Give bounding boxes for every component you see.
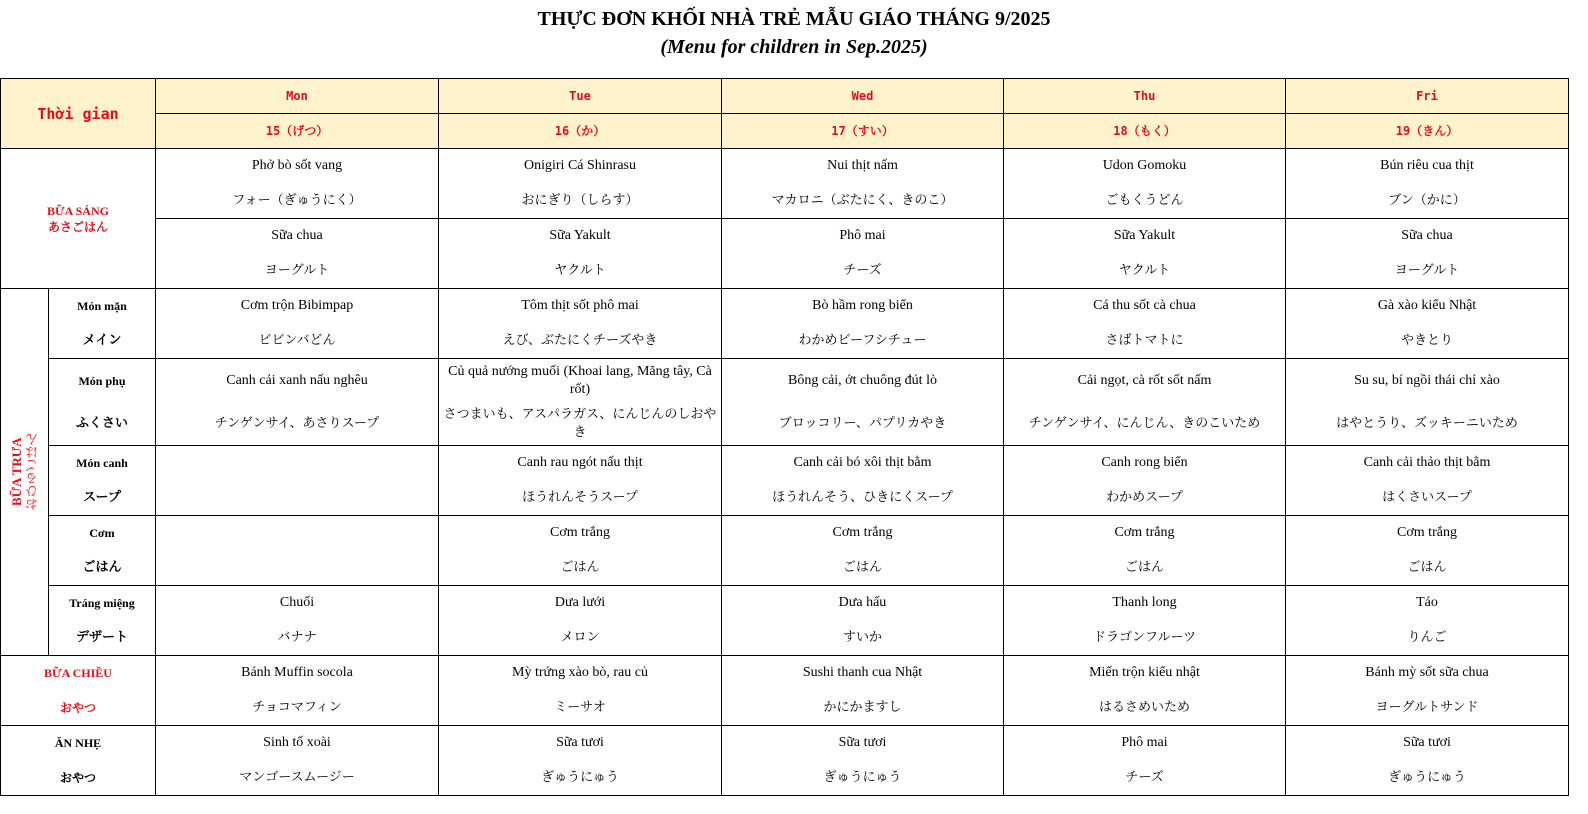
menu-cell xyxy=(1286,586,1569,656)
menu-cell xyxy=(156,359,439,446)
dish-jp: わかめビーフシチュー xyxy=(798,332,927,348)
dish-vn: Cơm trắng xyxy=(832,525,893,541)
dish-vn: Cá thu sốt cà chua xyxy=(1093,298,1196,314)
dish-jp: はるさめいため xyxy=(1098,699,1190,715)
dish-jp: えび、ぶたにくチーズやき xyxy=(502,332,658,348)
menu-cell xyxy=(1004,726,1286,796)
menu-cell xyxy=(722,446,1004,516)
menu-cell xyxy=(1004,656,1286,726)
date-header-tue: 16（か） xyxy=(439,114,722,149)
sub-label-vn: Món canh xyxy=(76,456,128,471)
dish-vn: Sữa tươi xyxy=(1403,735,1451,751)
dish-jp: マンゴースムージー xyxy=(239,769,355,785)
dish-vn: Cơm trắng xyxy=(1397,525,1457,541)
menu-cell xyxy=(722,516,1004,586)
sub-label-jp: ごはん xyxy=(82,559,122,575)
dish-jp: マカロニ（ぶたにく、きのこ） xyxy=(771,192,954,208)
dish-jp: チンゲンサイ、あさりスープ xyxy=(214,415,380,431)
dish-vn: Tôm thịt sốt phô mai xyxy=(521,298,639,314)
menu-cell xyxy=(1286,656,1569,726)
dish-vn: Miến trộn kiểu nhật xyxy=(1089,665,1200,681)
menu-cell xyxy=(156,656,439,726)
dish-vn: Sữa chua xyxy=(271,228,323,244)
lunch-label xyxy=(1,289,49,656)
lunch-sub-label xyxy=(49,359,156,446)
dish-vn: Canh rau ngót nấu thịt xyxy=(517,455,643,471)
dish-vn: Udon Gomoku xyxy=(1102,158,1187,174)
dish-jp: さばトマトに xyxy=(1105,332,1184,348)
dish-jp: かにかますし xyxy=(823,699,902,715)
lunch-sub-label xyxy=(49,586,156,656)
dish-jp: ヤクルト xyxy=(1118,262,1171,278)
snack-label-jp: おやつ xyxy=(59,770,96,785)
dish-jp: ぎゅうにゅう xyxy=(823,769,902,785)
dish-vn: Thanh long xyxy=(1112,595,1177,611)
dish-jp: チンゲンサイ、にんじん、きのこいため xyxy=(1028,415,1261,431)
menu-cell xyxy=(722,656,1004,726)
menu-cell xyxy=(1286,219,1569,289)
sub-label-jp: ふくさい xyxy=(75,415,128,431)
sub-label-jp: メイン xyxy=(82,332,122,348)
dish-jp: ヤクルト xyxy=(554,262,606,278)
snack-label xyxy=(1,726,156,796)
dish-vn: Bông cải, ớt chuông đút lò xyxy=(788,372,937,388)
dish-vn: Phô mai xyxy=(839,228,886,244)
snack-label-vn: ĂN NHẸ xyxy=(54,736,102,751)
menu-cell xyxy=(1286,516,1569,586)
menu-cell xyxy=(156,726,439,796)
lunch-row-dessert xyxy=(1,586,1569,656)
dish-vn: Bánh Muffin socola xyxy=(241,665,353,681)
dish-vn: Su su, bí ngồi thái chỉ xào xyxy=(1354,372,1500,388)
day-header-wed: Wed xyxy=(722,79,1004,114)
dish-vn: Bún riêu cua thịt xyxy=(1380,158,1474,174)
dish-vn: Bò hầm rong biển xyxy=(812,298,913,314)
menu-cell xyxy=(156,289,439,359)
dish-jp: ぎゅうにゅう xyxy=(1388,769,1466,785)
dish-jp: ヨーグルト xyxy=(264,262,330,278)
lunch-label-vn: BỮA TRƯA xyxy=(8,437,24,507)
lunch-sub-label xyxy=(49,516,156,586)
afternoon-row xyxy=(1,656,1569,726)
menu-cell xyxy=(156,149,439,219)
page-subtitle: (Menu for children in Sep.2025) xyxy=(660,36,928,58)
dish-jp: ヨーグルトサンド xyxy=(1375,699,1479,715)
menu-cell xyxy=(439,656,722,726)
dish-jp: ほうれんそうスープ xyxy=(522,489,638,505)
menu-cell xyxy=(439,149,722,219)
menu-cell xyxy=(156,219,439,289)
lunch-sub-label xyxy=(49,289,156,359)
dish-jp: ぎゅうにゅう xyxy=(541,769,619,785)
breakfast-label xyxy=(1,149,156,289)
dish-vn: Phô mai xyxy=(1121,735,1168,751)
dish-vn: Táo xyxy=(1416,595,1438,611)
page-title: THỰC ĐƠN KHỐI NHÀ TRẺ MẪU GIÁO THÁNG 9/2025 xyxy=(537,8,1051,30)
sub-label-vn: Tráng miệng xyxy=(69,596,135,611)
menu-cell xyxy=(722,219,1004,289)
dish-jp: ごはん xyxy=(1124,559,1164,575)
dish-vn: Sinh tố xoài xyxy=(263,735,331,751)
menu-cell xyxy=(156,516,439,586)
menu-cell xyxy=(722,359,1004,446)
dish-vn: Mỳ trứng xào bò, rau củ xyxy=(512,665,648,681)
dish-vn: Canh cải thảo thịt bằm xyxy=(1363,455,1491,471)
menu-cell xyxy=(1004,516,1286,586)
lunch-row-main xyxy=(1,289,1569,359)
day-header-mon: Mon xyxy=(156,79,439,114)
menu-cell xyxy=(439,726,722,796)
lunch-row-rice xyxy=(1,516,1569,586)
lunch-label-text xyxy=(9,433,41,511)
menu-cell xyxy=(1004,586,1286,656)
afternoon-label-vn: BỮA CHIỀU xyxy=(44,666,112,681)
menu-cell xyxy=(439,359,722,446)
snack-row xyxy=(1,726,1569,796)
dish-jp: チョコマフィン xyxy=(252,699,342,715)
sub-label-vn: Món phụ xyxy=(78,373,126,388)
menu-cell xyxy=(156,446,439,516)
menu-cell xyxy=(1004,359,1286,446)
dish-vn: Sữa tươi xyxy=(838,735,887,751)
menu-cell xyxy=(439,219,722,289)
afternoon-label xyxy=(1,656,156,726)
dish-vn: Chuối xyxy=(279,595,315,611)
menu-cell xyxy=(1286,446,1569,516)
dish-vn: Gà xào kiểu Nhật xyxy=(1377,298,1477,314)
lunch-row-soup xyxy=(1,446,1569,516)
menu-cell xyxy=(439,516,722,586)
dish-jp: ごもくうどん xyxy=(1105,192,1184,208)
dish-jp: ビビンバどん xyxy=(258,332,336,348)
sub-label-jp: スープ xyxy=(83,489,121,505)
date-header-fri: 19（きん） xyxy=(1286,114,1569,149)
dish-jp: ヨーグルト xyxy=(1394,262,1460,278)
sub-label-vn: Món mặn xyxy=(77,299,127,314)
dish-vn: Dưa hấu xyxy=(838,595,887,611)
sub-label-vn: Cơm xyxy=(89,526,115,541)
dish-vn: Củ quả nướng muối (Khoai lang, Măng tây, Cà rốt) xyxy=(448,363,712,397)
lunch-label-jp: おひるごはん xyxy=(24,433,40,511)
dish-vn: Canh rong biển xyxy=(1101,455,1188,471)
lunch-sub-label xyxy=(49,446,156,516)
dish-jp: さつまいも、アスパラガス、にんじんのしおやき xyxy=(443,406,717,440)
menu-cell xyxy=(1286,149,1569,219)
menu-cell xyxy=(722,289,1004,359)
dish-jp: わかめスープ xyxy=(1106,489,1183,505)
menu-cell xyxy=(1286,726,1569,796)
menu-cell xyxy=(1286,289,1569,359)
dish-jp: ごはん xyxy=(842,559,882,575)
dish-vn: Sữa chua xyxy=(1401,228,1453,244)
sub-label-jp: デザート xyxy=(75,629,128,645)
dish-vn: Nui thịt nấm xyxy=(827,158,898,174)
dish-vn: Cơm trắng xyxy=(1114,525,1175,541)
dish-vn: Onigiri Cá Shinrasu xyxy=(524,158,636,174)
menu-cell xyxy=(1004,219,1286,289)
dish-vn: Canh cải bó xôi thịt bằm xyxy=(793,455,932,471)
dish-jp: おにぎり（しらす） xyxy=(521,192,639,208)
date-header-wed: 17（すい） xyxy=(722,114,1004,149)
breakfast-row-2 xyxy=(1,219,1569,289)
menu-cell xyxy=(439,586,722,656)
dish-jp: はくさいスープ xyxy=(1382,489,1472,505)
afternoon-label-jp: おやつ xyxy=(59,700,96,715)
menu-cell xyxy=(439,289,722,359)
dish-jp: ほうれんそう、ひきにくスープ xyxy=(772,489,953,505)
dish-jp: ブン（かに） xyxy=(1388,192,1466,208)
day-header-thu: Thu xyxy=(1004,79,1286,114)
dish-vn: Sushi thanh cua Nhật xyxy=(802,665,923,681)
time-header: Thời gian xyxy=(1,79,156,149)
menu-cell xyxy=(156,586,439,656)
dish-jp: バナナ xyxy=(277,629,317,645)
menu-cell xyxy=(1004,289,1286,359)
lunch-row-side xyxy=(1,359,1569,446)
dish-jp: ブロッコリー、パプリカやき xyxy=(778,415,947,431)
dish-vn: Dưa lưới xyxy=(554,595,606,611)
menu-cell xyxy=(1286,359,1569,446)
date-header-thu: 18（もく） xyxy=(1004,114,1286,149)
dish-jp: すいか xyxy=(842,629,882,645)
menu-cell xyxy=(722,149,1004,219)
dish-vn: Sữa tươi xyxy=(556,735,604,751)
menu-table xyxy=(0,78,1569,796)
dish-vn: Phở bò sốt vang xyxy=(251,158,343,174)
menu-cell xyxy=(722,726,1004,796)
menu-cell xyxy=(1004,446,1286,516)
dish-jp: ミーサオ xyxy=(554,699,606,715)
dish-vn: Cải ngọt, cà rốt sốt nấm xyxy=(1077,372,1212,388)
menu-cell xyxy=(722,586,1004,656)
menu-cell xyxy=(439,446,722,516)
breakfast-label-jp: あさごはん xyxy=(47,219,108,234)
dish-vn: Canh cải xanh nấu nghêu xyxy=(226,372,368,388)
dish-vn: Bánh mỳ sốt sữa chua xyxy=(1365,665,1489,681)
day-header-fri: Fri xyxy=(1286,79,1569,114)
dish-jp: りんご xyxy=(1407,629,1447,645)
day-header-tue: Tue xyxy=(439,79,722,114)
dish-jp: やきとり xyxy=(1400,332,1453,348)
dish-jp: ごはん xyxy=(560,559,600,575)
breakfast-row-1 xyxy=(1,149,1569,219)
breakfast-label-vn: BỮA SÁNG xyxy=(47,203,109,218)
dish-vn: Cơm trắng xyxy=(550,525,610,541)
menu-cell xyxy=(1004,149,1286,219)
dish-vn: Sữa Yakult xyxy=(549,228,611,244)
dish-jp: チーズ xyxy=(1125,769,1164,785)
dish-jp: ドラゴンフルーツ xyxy=(1093,629,1196,645)
dish-jp: メロン xyxy=(560,629,600,645)
dish-jp: チーズ xyxy=(843,262,882,278)
dish-jp: はやとうり、ズッキーニいため xyxy=(1336,415,1518,431)
dish-jp: フォー（ぎゅうにく） xyxy=(232,192,362,208)
dish-vn: Sữa Yakult xyxy=(1113,228,1176,244)
dish-jp: ごはん xyxy=(1407,559,1447,575)
dish-vn: Cơm trộn Bibimpap xyxy=(240,298,354,314)
date-header-mon: 15（げつ） xyxy=(156,114,439,149)
